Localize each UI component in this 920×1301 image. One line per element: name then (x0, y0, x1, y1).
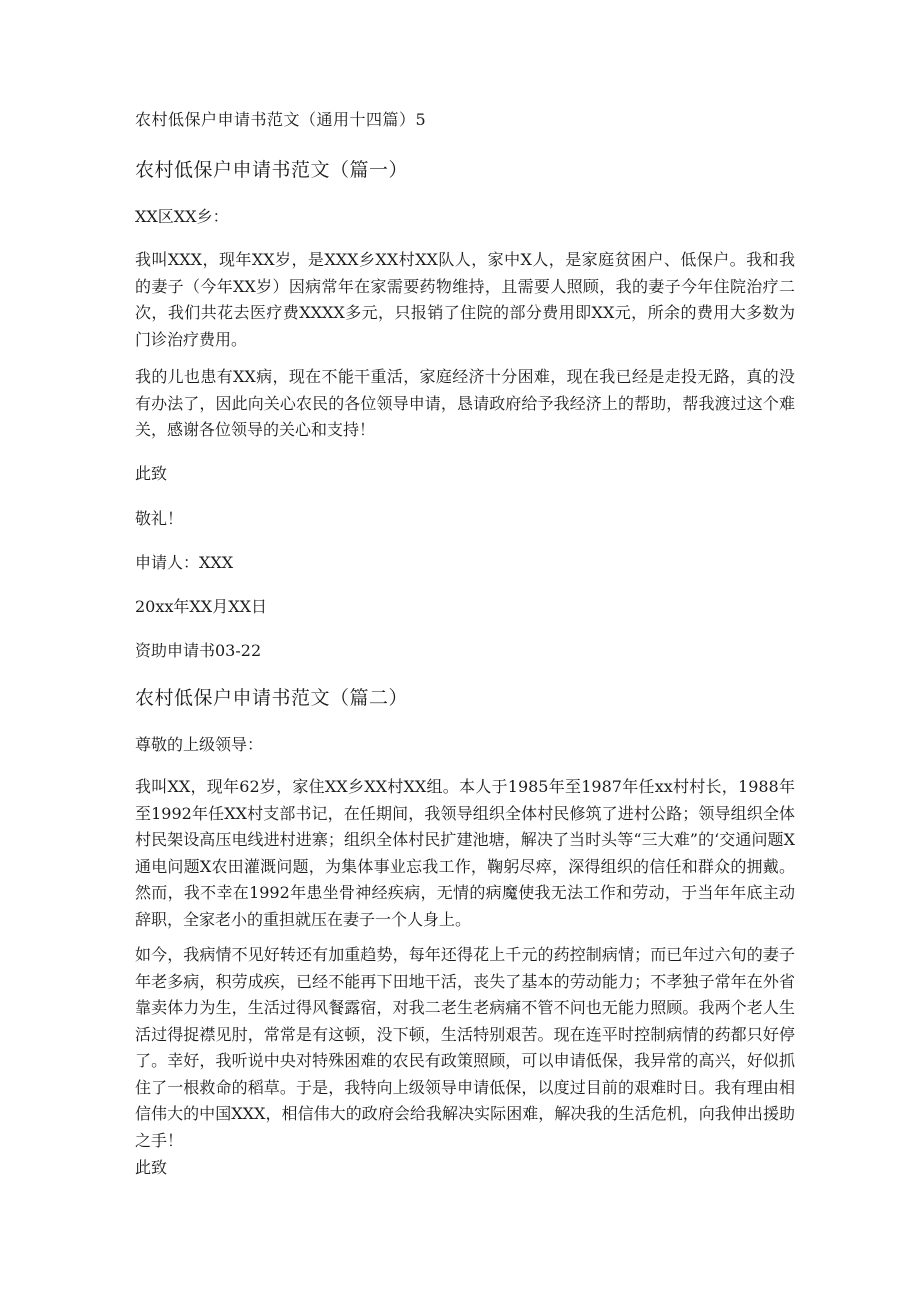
body-paragraph-1-1: 我叫XXX，现年XX岁，是XXX乡XX村XX队人，家中X人，是家庭贫困户、低保户。我和我的妻子（今年XX岁）因病常年在家需要药物维持，且需要人照顾，我的妻子今年住院治疗二次，我们共花去医疗费XXXX多元，只报销了住院的部分费用即XX元，所余的费用大多数为门诊治疗费用。 (135, 250, 795, 349)
closing-line-1: 此致 (135, 464, 168, 483)
section-heading-1: 农村低保户申请书范文（篇一） (135, 159, 409, 181)
body-paragraph-2-2: 如今，我病情不见好转还有加重趋势，每年还得花上千元的药控制病情；而已年过六旬的妻子年老多病，积劳成疾，已经不能再下田地干活，丧失了基本的劳动能力；不孝独子常年在外省靠卖体力为生，生活过得风餐露宿，对我二老生老病痛不管不问也无能力照顾。我两个老人生活过得捉襟见肘，常常是有这顿，没下顿，生活特别艰苦。现在连平时控制病情的药都只好停了。幸好，我听说中央对特殊困难的农民有政策照顾，可以申请低保，我异常的高兴，好似抓住了一根救命的稻草。于是，我特向上级领导申请低保，以度过目前的艰难时日。我有理由相信伟大的中国XXX，相信伟大的政府会给我解决实际困难，解决我的生活危机，向我伸出援助之手！ (135, 945, 795, 1150)
closing-line-2: 此致 (135, 1158, 168, 1177)
body-paragraph-2-1: 我叫XX，现年62岁，家住XX乡XX村XX组。本人于1985年至1987年任xx村村长，1988年至1992年任XX村支部书记，在任期间，我领导组织全体村民修筑了进村公路；领导组织全体村民架设高压电线进村进寨；组织全体村民扩建池塘，解决了当时头等“三大难”的‘交通问题X通电问题X农田灌溉问题，为集体事业忘我工作，鞠躬尽瘁，深得组织的信任和群众的拥戴。然而，我不幸在1992年患坐骨神经疾病，无情的病魔使我无法工作和劳动，于当年年底主动辞职，全家老小的重担就压在妻子一个人身上。 (135, 777, 795, 929)
section-heading-2: 农村低保户申请书范文（篇二） (135, 687, 409, 709)
date-line-1: 20xx年XX月XX日 (135, 597, 267, 616)
body-paragraph-1-2: 我的儿也患有XX病，现在不能干重活，家庭经济十分困难，现在我已经是走投无路，真的没有办法了，因此向关心农民的各位领导申请，恳请政府给予我经济上的帮助，帮我渡过这个难关，感谢各位领导的关心和支持！ (135, 367, 795, 439)
salutation-2: 尊敬的上级领导： (135, 735, 264, 754)
applicant-line-1: 申请人：XXX (135, 553, 234, 572)
salutation-1: XX区XX乡： (135, 207, 229, 226)
document-title: 农村低保户申请书范文（通用十四篇）5 (135, 110, 427, 129)
footer-note: 资助申请书03-22 (135, 641, 262, 660)
closing-regards-1: 敬礼！ (135, 509, 184, 528)
